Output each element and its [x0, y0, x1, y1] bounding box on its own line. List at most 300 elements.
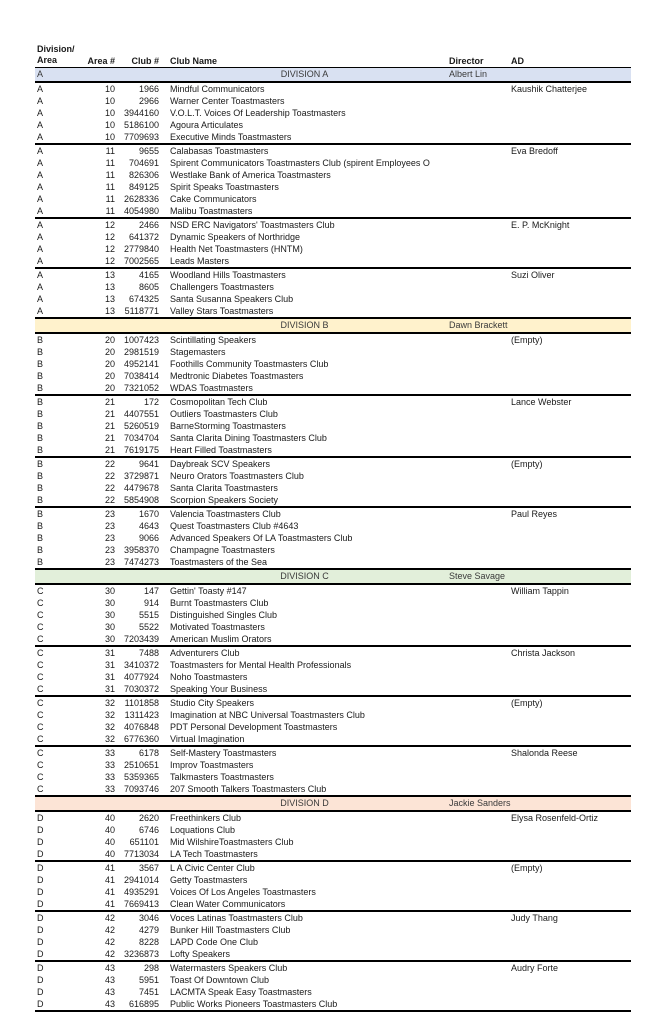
area-number-cell: 21 — [104, 421, 115, 431]
club-number-cell — [118, 318, 162, 333]
director-cell — [447, 948, 509, 961]
director-cell — [447, 157, 509, 169]
club-name-cell: Spirit Speaks Toastmasters — [170, 182, 279, 192]
division-letter-cell: C — [35, 733, 85, 746]
ad-cell — [509, 948, 631, 961]
division-letter-cell: C — [37, 760, 44, 770]
director-cell — [447, 746, 509, 759]
club-row — [35, 621, 631, 633]
club-number-cell: 4935291 — [123, 887, 159, 897]
division-letter-cell: D — [35, 948, 85, 961]
club-name-cell: L A Civic Center Club — [170, 863, 255, 873]
area-number-cell: 33 — [85, 783, 118, 796]
division-letter-cell — [35, 796, 85, 811]
division-letter-cell: A — [37, 232, 44, 242]
club-row — [35, 144, 631, 157]
director-cell — [447, 659, 509, 671]
area-number-cell: 43 — [104, 975, 115, 985]
club-number-cell: 2510651 — [123, 760, 159, 770]
division-letter-cell: C — [37, 748, 44, 758]
director-cell — [447, 597, 509, 609]
division-letter-cell: D — [37, 875, 44, 885]
club-name-cell: Clean Water Communicators — [162, 898, 447, 911]
club-number-cell: 3236873 — [118, 948, 162, 961]
club-row — [35, 659, 631, 671]
division-director-cell: Albert Lin — [447, 68, 509, 83]
ad-cell — [509, 169, 631, 181]
club-number-cell: 7669413 — [118, 898, 162, 911]
club-number-cell — [118, 796, 162, 811]
club-name-cell: Speaking Your Business — [162, 683, 447, 696]
club-name-cell: Santa Clarita Toastmasters — [170, 483, 278, 493]
division-letter-cell: B — [37, 545, 44, 555]
area-number-cell: 10 — [104, 120, 115, 130]
club-row — [35, 911, 631, 924]
club-name-cell: Voces Latinas Toastmasters Club — [170, 913, 303, 923]
club-row — [35, 494, 631, 507]
ad-cell — [509, 370, 631, 382]
club-row — [35, 444, 631, 457]
ad-cell — [509, 998, 631, 1011]
club-number-cell: 2779840 — [123, 244, 159, 254]
division-letter-cell: C — [37, 648, 44, 658]
club-number-cell: 7034704 — [123, 433, 159, 443]
director-cell — [447, 986, 509, 998]
division-letter-cell: C — [37, 672, 44, 682]
director-cell — [447, 671, 509, 683]
director-cell — [447, 936, 509, 948]
club-row — [35, 936, 631, 948]
club-row — [35, 243, 631, 255]
director-cell — [447, 420, 509, 432]
club-name-cell: Motivated Toastmasters — [170, 622, 265, 632]
club-name-cell: Outliers Toastmasters Club — [170, 409, 278, 419]
area-number-cell: 33 — [104, 760, 115, 770]
division-letter-cell: D — [35, 998, 85, 1011]
area-number-cell: 20 — [104, 371, 115, 381]
club-name-cell: LAPD Code One Club — [170, 937, 259, 947]
club-row — [35, 370, 631, 382]
division-banner-row — [35, 318, 631, 333]
ad-cell: William Tappin — [511, 586, 569, 596]
club-name-cell: Freethinkers Club — [170, 813, 242, 823]
director-cell — [447, 193, 509, 205]
area-number-cell: 31 — [104, 672, 115, 682]
club-number-cell: 5522 — [138, 622, 159, 632]
ad-cell — [509, 382, 631, 395]
ad-cell — [509, 771, 631, 783]
area-number-cell: 12 — [85, 255, 118, 268]
division-letter-cell: B — [37, 347, 44, 357]
club-row — [35, 709, 631, 721]
area-number-cell: 31 — [104, 648, 115, 658]
division-letter-cell: D — [37, 837, 44, 847]
director-cell — [447, 609, 509, 621]
ad-cell — [509, 633, 631, 646]
area-number-cell: 40 — [104, 837, 115, 847]
area-number-cell: 30 — [85, 633, 118, 646]
area-number-cell: 11 — [105, 146, 115, 156]
club-name-cell: NSD ERC Navigators' Toastmasters Club — [170, 220, 335, 230]
club-number-cell: 2941014 — [123, 875, 159, 885]
division-letter-cell: A — [37, 244, 44, 254]
club-name-cell: LA Tech Toastmasters — [162, 848, 447, 861]
club-number-cell: 4165 — [138, 270, 159, 280]
club-name-cell: Quest Toastmasters Club #4643 — [170, 521, 299, 531]
ad-cell — [509, 119, 631, 131]
division-letter-cell: A — [35, 205, 85, 218]
club-number-cell: 2628336 — [123, 194, 159, 204]
ad-cell: Kaushik Chatterjee — [511, 84, 588, 94]
division-letter-cell: B — [37, 533, 44, 543]
club-number-cell: 3410372 — [123, 660, 159, 670]
area-number-cell: 23 — [104, 521, 115, 531]
director-cell — [447, 382, 509, 395]
club-row — [35, 131, 631, 144]
division-letter-cell: C — [35, 683, 85, 696]
club-row — [35, 157, 631, 169]
area-number-cell: 22 — [85, 494, 118, 507]
division-letter-cell: D — [37, 963, 44, 973]
director-cell — [447, 346, 509, 358]
ad-cell: (Empty) — [511, 459, 543, 469]
ad-cell — [509, 621, 631, 633]
club-row — [35, 811, 631, 824]
club-number-cell: 1311423 — [124, 710, 159, 720]
club-row — [35, 924, 631, 936]
division-banner-row — [35, 68, 631, 83]
club-row — [35, 633, 631, 646]
club-number-cell: 9066 — [138, 533, 159, 543]
area-number-cell: 20 — [104, 335, 115, 345]
club-row — [35, 107, 631, 119]
ad-cell: Suzi Oliver — [511, 270, 555, 280]
club-number-cell: 8605 — [138, 282, 159, 292]
club-name-cell: Mindful Communicators — [170, 84, 265, 94]
club-row — [35, 346, 631, 358]
club-name-cell: Valencia Toastmasters Club — [170, 509, 281, 519]
club-row — [35, 231, 631, 243]
club-name-cell: Toastmasters of the Sea — [162, 556, 447, 569]
club-row — [35, 771, 631, 783]
club-row — [35, 205, 631, 218]
club-number-cell: 1101858 — [124, 698, 159, 708]
ad-cell — [509, 231, 631, 243]
director-cell — [447, 759, 509, 771]
area-number-cell: 10 — [104, 108, 115, 118]
director-cell — [447, 482, 509, 494]
club-row — [35, 82, 631, 95]
club-number-cell: 674325 — [128, 294, 159, 304]
club-row — [35, 998, 631, 1011]
director-cell — [447, 556, 509, 569]
club-name-cell: Valley Stars Toastmasters — [162, 305, 447, 318]
area-number-cell: 13 — [104, 270, 115, 280]
club-row — [35, 193, 631, 205]
area-number-cell — [85, 569, 118, 584]
club-row — [35, 420, 631, 432]
club-name-cell: Watermasters Speakers Club — [170, 963, 288, 973]
club-number-cell: 4643 — [138, 521, 159, 531]
division-letter-cell: A — [37, 194, 44, 204]
club-row — [35, 861, 631, 874]
club-name-cell: Gettin' Toasty #147 — [170, 586, 247, 596]
club-row — [35, 255, 631, 268]
club-row — [35, 408, 631, 420]
club-row — [35, 181, 631, 193]
area-number-cell: 21 — [104, 433, 115, 443]
ad-cell — [509, 898, 631, 911]
director-cell — [447, 457, 509, 470]
club-name-cell: Adventurers Club — [170, 648, 240, 658]
club-row — [35, 358, 631, 370]
ad-cell — [509, 733, 631, 746]
director-cell — [447, 268, 509, 281]
ad-cell — [509, 205, 631, 218]
club-number-cell: 1966 — [138, 84, 159, 94]
club-row — [35, 696, 631, 709]
club-name-cell: PDT Personal Development Toastmasters — [170, 722, 338, 732]
club-name-cell: Warner Center Toastmasters — [170, 96, 285, 106]
club-row — [35, 470, 631, 482]
ad-cell — [509, 358, 631, 370]
club-number-cell: 4479678 — [123, 483, 159, 493]
area-number-cell: 13 — [104, 294, 115, 304]
area-number-cell: 43 — [104, 987, 115, 997]
area-number-cell: 32 — [85, 733, 118, 746]
division-banner-label: DIVISION C — [162, 569, 447, 584]
division-letter-cell: D — [37, 937, 44, 947]
club-number-cell: 172 — [143, 397, 159, 407]
area-number-cell: 43 — [104, 963, 115, 973]
area-number-cell: 10 — [104, 96, 115, 106]
director-cell — [447, 974, 509, 986]
division-letter-cell: A — [35, 131, 85, 144]
director-cell — [447, 924, 509, 936]
club-name-cell: Talkmasters Toastmasters — [170, 772, 274, 782]
club-name-cell: Woodland Hills Toastmasters — [170, 270, 286, 280]
director-cell — [447, 107, 509, 119]
ad-cell — [509, 318, 631, 333]
director-cell — [447, 281, 509, 293]
club-number-cell: 4279 — [138, 925, 159, 935]
division-letter-cell: D — [37, 987, 44, 997]
club-name-cell: Cosmopolitan Tech Club — [170, 397, 268, 407]
division-letter-cell: B — [37, 371, 44, 381]
ad-cell — [509, 432, 631, 444]
club-row — [35, 874, 631, 886]
club-name-cell: Santa Susanna Speakers Club — [170, 294, 294, 304]
division-letter-cell: D — [37, 813, 44, 823]
area-number-cell: 20 — [104, 347, 115, 357]
division-letter-cell: B — [37, 335, 44, 345]
ad-cell — [509, 824, 631, 836]
division-letter-cell — [35, 318, 85, 333]
ad-cell — [509, 759, 631, 771]
area-number-cell: 43 — [85, 998, 118, 1011]
club-row — [35, 961, 631, 974]
club-number-cell: 9655 — [138, 146, 159, 156]
ad-cell — [509, 255, 631, 268]
club-number-cell: 3567 — [138, 863, 159, 873]
ad-cell — [509, 986, 631, 998]
club-name-cell: Champagne Toastmasters — [170, 545, 275, 555]
division-banner-label: DIVISION D — [162, 796, 447, 811]
club-number-cell: 4077924 — [123, 672, 159, 682]
ad-cell — [509, 346, 631, 358]
area-number-cell: 42 — [104, 925, 115, 935]
division-letter-cell: A — [37, 282, 44, 292]
director-cell — [447, 898, 509, 911]
header-division-line1: Division/ — [37, 44, 75, 54]
club-number-cell: 5118771 — [118, 305, 162, 318]
club-row — [35, 974, 631, 986]
ad-cell — [509, 924, 631, 936]
club-number-cell: 3729871 — [123, 471, 159, 481]
club-name-cell: Leads Masters — [162, 255, 447, 268]
division-letter-cell: C — [37, 660, 44, 670]
director-cell — [447, 771, 509, 783]
club-name-cell: Dynamic Speakers of Northridge — [170, 232, 301, 242]
director-cell — [447, 874, 509, 886]
director-cell — [447, 848, 509, 861]
area-number-cell: 13 — [85, 305, 118, 318]
club-number-cell: 7038414 — [123, 371, 159, 381]
ad-cell: Audry Forte — [511, 963, 559, 973]
director-cell — [447, 370, 509, 382]
area-number-cell: 32 — [104, 722, 115, 732]
club-number-cell: 1670 — [138, 509, 159, 519]
club-number-cell — [118, 569, 162, 584]
area-number-cell: 30 — [104, 586, 115, 596]
ad-cell — [509, 659, 631, 671]
club-name-cell: Cake Communicators — [170, 194, 257, 204]
club-number-cell: 2466 — [138, 220, 159, 230]
table-header — [35, 42, 631, 68]
club-number-cell: 7321052 — [118, 382, 162, 395]
ad-cell: Lance Webster — [511, 397, 572, 407]
club-number-cell: 7451 — [138, 987, 159, 997]
ad-cell: Christa Jackson — [511, 648, 576, 658]
ad-cell — [509, 193, 631, 205]
ad-cell — [509, 886, 631, 898]
division-letter-cell: D — [37, 913, 44, 923]
division-letter-cell: D — [37, 887, 44, 897]
club-row — [35, 482, 631, 494]
club-name-cell: Improv Toastmasters — [170, 760, 254, 770]
director-cell — [447, 861, 509, 874]
club-row — [35, 268, 631, 281]
club-row — [35, 395, 631, 408]
club-name-cell: Toast Of Downtown Club — [170, 975, 270, 985]
club-name-cell: Heart Filled Toastmasters — [162, 444, 447, 457]
ad-cell: Judy Thang — [511, 913, 558, 923]
club-row — [35, 848, 631, 861]
ad-cell — [509, 482, 631, 494]
club-number-cell: 147 — [143, 586, 159, 596]
club-row — [35, 597, 631, 609]
ad-cell — [509, 305, 631, 318]
director-cell — [447, 432, 509, 444]
division-letter-cell: C — [37, 722, 44, 732]
club-name-cell: Public Works Pioneers Toastmasters Club — [162, 998, 447, 1011]
area-number-cell: 42 — [104, 913, 115, 923]
director-cell — [447, 218, 509, 231]
club-row — [35, 333, 631, 346]
club-row — [35, 281, 631, 293]
director-cell — [447, 95, 509, 107]
club-row — [35, 95, 631, 107]
ad-cell: (Empty) — [511, 863, 543, 873]
club-name-cell: Health Net Toastmasters (HNTM) — [170, 244, 303, 254]
club-number-cell: 7002565 — [118, 255, 162, 268]
director-cell — [447, 144, 509, 157]
ad-cell — [509, 420, 631, 432]
area-number-cell: 32 — [104, 710, 115, 720]
club-row — [35, 218, 631, 231]
header-club-name: Club Name — [170, 56, 218, 66]
club-number-cell: 7619175 — [118, 444, 162, 457]
ad-cell — [509, 68, 631, 83]
area-number-cell: 23 — [104, 545, 115, 555]
ad-cell — [509, 874, 631, 886]
ad-cell — [509, 293, 631, 305]
club-row — [35, 169, 631, 181]
area-number-cell: 42 — [85, 948, 118, 961]
ad-cell: Shalonda Reese — [511, 748, 578, 758]
division-banner-label: DIVISION B — [162, 318, 447, 333]
area-number-cell: 11 — [105, 170, 115, 180]
ad-cell — [509, 544, 631, 556]
ad-cell — [509, 721, 631, 733]
club-row — [35, 898, 631, 911]
ad-cell — [509, 243, 631, 255]
division-banner-row — [35, 569, 631, 584]
area-number-cell — [85, 318, 118, 333]
division-letter-cell: B — [37, 509, 44, 519]
club-number-cell: 5260519 — [123, 421, 159, 431]
director-cell — [447, 205, 509, 218]
club-row — [35, 457, 631, 470]
club-number-cell: 5951 — [138, 975, 159, 985]
division-letter-cell: C — [37, 622, 44, 632]
club-name-cell: Burnt Toastmasters Club — [170, 598, 269, 608]
ad-cell — [509, 836, 631, 848]
division-banner-label: DIVISION A — [162, 68, 447, 83]
club-number-cell: 7713034 — [118, 848, 162, 861]
director-cell — [447, 305, 509, 318]
director-cell — [447, 824, 509, 836]
club-name-cell: Self-Mastery Toastmasters — [170, 748, 277, 758]
club-name-cell: Stagemasters — [170, 347, 226, 357]
area-number-cell: 21 — [85, 444, 118, 457]
club-row — [35, 119, 631, 131]
division-letter-cell: D — [37, 975, 44, 985]
ad-cell — [509, 444, 631, 457]
club-row — [35, 382, 631, 395]
club-row — [35, 532, 631, 544]
ad-cell — [509, 181, 631, 193]
area-number-cell: 22 — [104, 471, 115, 481]
division-letter-cell: B — [37, 471, 44, 481]
header-row — [35, 42, 631, 68]
area-number-cell: 30 — [104, 622, 115, 632]
division-letter-cell — [35, 569, 85, 584]
club-row — [35, 609, 631, 621]
club-name-cell: Spirent Communicators Toastmasters Club (spirent Employees O — [170, 158, 430, 168]
club-name-cell: V.O.L.T. Voices Of Leadership Toastmasters — [170, 108, 346, 118]
club-name-cell: Daybreak SCV Speakers — [170, 459, 271, 469]
